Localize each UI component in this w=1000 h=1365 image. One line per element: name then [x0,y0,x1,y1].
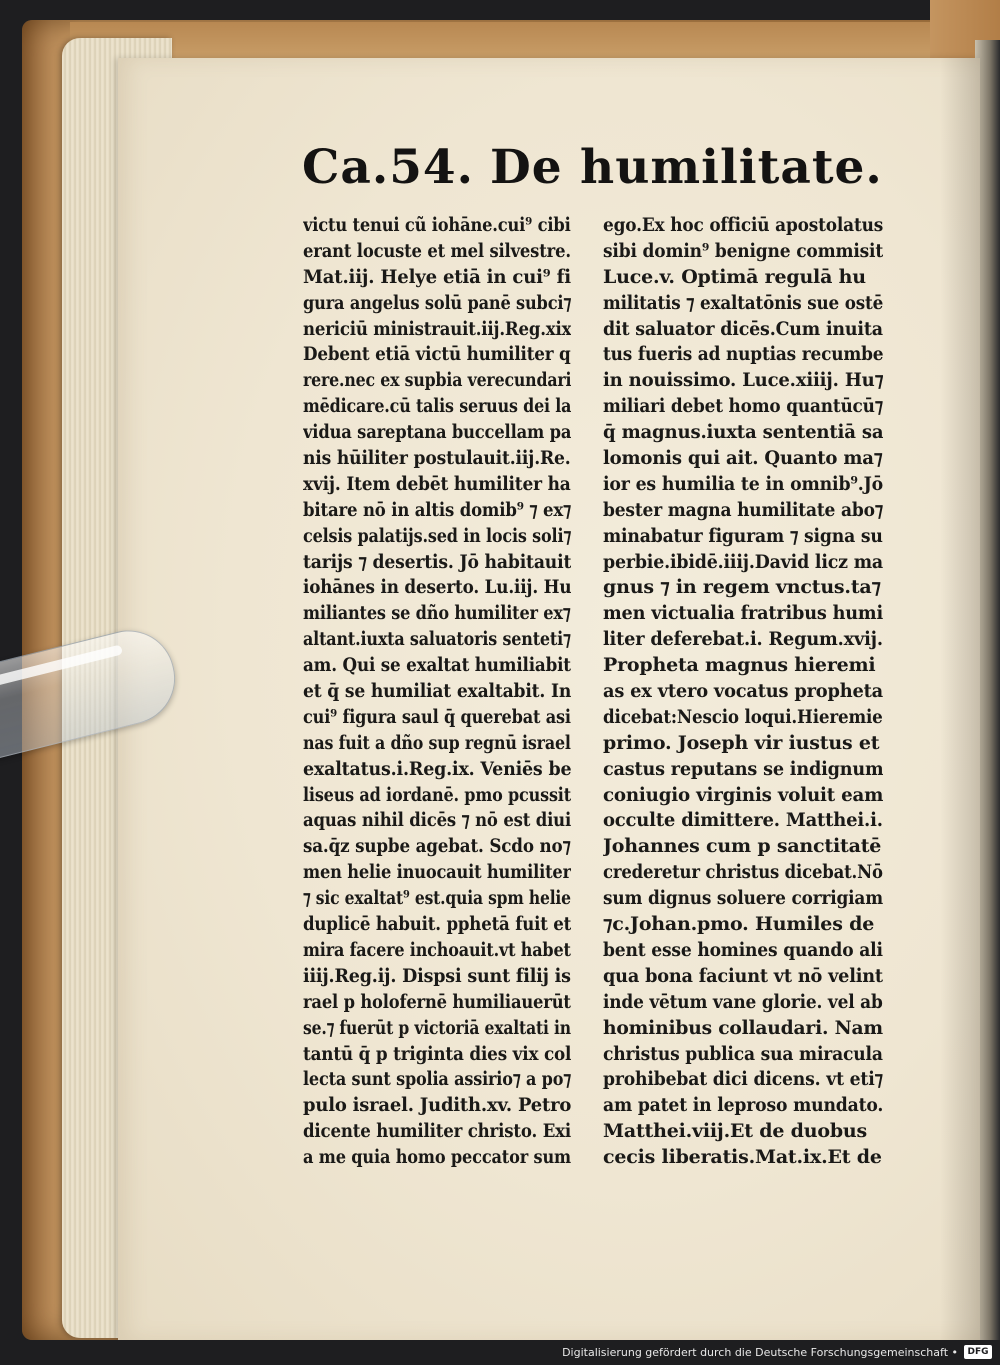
text-line: se.⁊ fuerūt p victoriā exaltati in [303,1016,571,1039]
clip-highlight [0,644,123,695]
chapter-number: Ca.54. [302,140,474,195]
text-line: bester magna humilitate abo⁊ [603,498,883,521]
text-line: gnus ⁊ in regem vnctus.ta⁊ [603,576,881,599]
text-line: dicente humiliter christo. Exi [303,1120,571,1143]
text-line: militatis ⁊ exaltatōnis sue ostē [603,291,883,314]
text-line: nericiū ministrauit.iij.Reg.xix [303,317,571,340]
text-line: pulo israel. Judith.xv. Petro [303,1094,571,1117]
text-line: Propheta magnus hieremi [603,654,876,677]
text-line: am. Qui se exaltat humiliabit [303,654,571,677]
text-line: inde vētum vane glorie. vel ab [603,990,883,1013]
text-line: Luce.v. Optimā regulā hu [603,265,866,288]
text-line: nas fuit a dño sup regnū israel [303,731,571,754]
text-line: miliantes se dño humiliter ex⁊ [303,602,571,625]
text-line: liter deferebat.i. Regum.xvij. [603,628,883,651]
text-line: christus publica sua miracula [603,1042,883,1065]
footer-bar [0,1340,1000,1365]
text-line: tarijs ⁊ desertis. Jō habitauit [303,550,571,573]
text-line: minabatur figuram ⁊ signa su [603,524,883,547]
text-line: occulte dimittere. Matthei.i. [603,809,883,832]
text-line: castus reputans se indignum [603,757,883,780]
text-line: coniugio virginis voluit eam [603,783,883,806]
text-line: altant.iuxta saluatoris senteti⁊ [303,628,571,651]
text-line: victu tenui cũ iohāne.cui⁹ cibi [303,214,571,236]
text-line: sibi domin⁹ benigne commisit [603,239,883,262]
text-line: aquas nihil dicēs ⁊ nō est diui [303,809,571,832]
text-line: celsis palatijs.sed in locis soli⁊ [303,524,571,547]
text-line: men victualia fratribus humi [603,602,883,625]
text-line: dit saluator dicēs.Cum inuita [603,317,883,340]
text-line: tantū q̄ p triginta dies vix col [303,1042,571,1065]
gutter-shadow [940,58,980,1340]
text-line: lecta sunt spolia assirio⁊ a po⁊ [303,1068,571,1091]
text-line: ior es humilia te in omnib⁹.Jō [603,472,883,495]
text-line: men helie inuocauit humiliter [303,861,571,884]
text-line: ego.Ex hoc officiū apostolatus [603,214,883,236]
text-line: erant locuste et mel silvestre. [303,239,571,262]
chapter-title: De humilitate. [490,140,883,195]
text-line: as ex vtero vocatus propheta [603,680,883,703]
text-line: Johannes cum p sanctitatē [603,835,882,858]
text-line: a me quia homo peccator sum [303,1146,571,1169]
text-line: am patet in leproso mundato. [603,1094,883,1117]
text-line: in nouissimo. Luce.xiiij. Hu⁊ [603,369,883,392]
text-line: perbie.ibidē.iiij.David licz ma [603,550,883,573]
text-line: cecis liberatis.Mat.ix.Et de [603,1146,882,1169]
text-line: miliari debet homo quantūcū⁊ [603,395,883,418]
text-line: iohānes in deserto. Lu.iij. Hu [303,576,571,599]
text-line: lomonis qui ait. Quanto ma⁊ [603,447,883,470]
chapter-heading [302,140,902,200]
text-line: qua bona faciunt vt nō velint [603,964,883,987]
text-line: mēdicare.cū talis seruus dei la [303,395,571,418]
text-line: iiij.Reg.ij. Dispsi sunt filij is [303,964,571,987]
text-line: Debent etiā victū humiliter q [303,343,571,366]
text-line: xvij. Item debēt humiliter ha [303,472,571,495]
text-line: mira facere inchoauit.vt habet [303,938,571,961]
text-line: exaltatus.i.Reg.ix. Veniēs be [303,757,571,780]
text-line: cui⁹ figura saul q̄ querebat asi [303,705,571,728]
text-line: q̄ magnus.iuxta sententiā sa [603,421,883,444]
text-line: ⁊ sic exaltat⁹ est.quia spm helie [303,887,571,910]
text-line: Matthei.viij.Et de duobus [603,1120,868,1143]
text-line: hominibus collaudari. Nam [603,1016,883,1039]
text-line: bitare nō in altis domib⁹ ⁊ ex⁊ [303,498,571,521]
text-line: gura angelus solū panē subci⁊ [303,291,571,314]
text-line: nis hūiliter postulauit.iij.Re. [303,447,571,470]
funding-credit: Digitalisierung gefördert durch die Deutsche Forschungsgemeinschaft • [562,1346,958,1359]
text-line: tus fueris ad nuptias recumbe [603,343,883,366]
text-line: duplicē habuit. pphetā fuit et [303,913,571,936]
text-line: rere.nec ex supbia verecundari [303,369,571,392]
text-line: liseus ad iordanē. pmo pcussit [303,783,571,806]
text-line: Mat.iij. Helye etiā in cui⁹ fi [303,265,571,288]
text-line: bent esse homines quando ali [603,938,883,961]
text-line: primo. Joseph vir iustus et [603,731,880,754]
text-line: dicebat:Nescio loqui.Hieremie [603,705,883,728]
text-line: et q̄ se humiliat exaltabit. In [303,680,571,703]
text-line: sum dignus soluere corrigiam [603,887,883,910]
text-line: prohibebat dici dicens. vt eti⁊ [603,1068,883,1091]
text-line: ⁊c.Johan.pmo. Humiles de [603,913,875,936]
text-column-right [603,213,883,1171]
dfg-logo: DFG [964,1345,992,1359]
text-line: vidua sareptana buccellam pa [303,421,571,444]
text-line: rael p holofernē humiliauerūt [303,990,571,1013]
text-line: crederetur christus dicebat.Nō [603,861,883,884]
text-column-left [303,213,571,1171]
text-line: sa.q̄z supbe agebat. Scdo no⁊ [303,835,571,858]
